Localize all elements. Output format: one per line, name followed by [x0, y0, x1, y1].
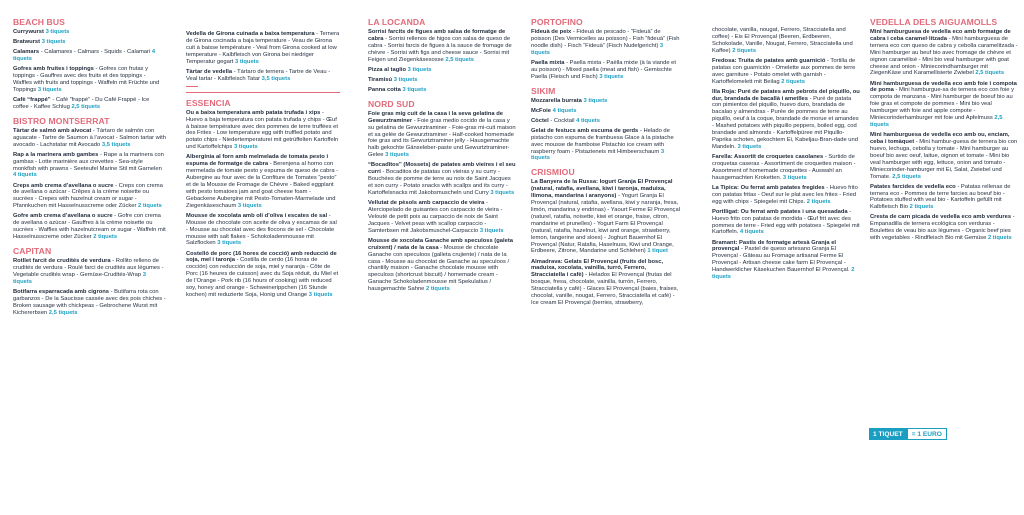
menu-column-1: [13, 17, 166, 501]
dish-name: Tàrtar de salmó amb alvocat: [13, 127, 92, 134]
ticket-price: 3 tiquets: [45, 29, 70, 35]
dish-name: Cafè “frappé”: [13, 97, 51, 103]
dish-description: - Gofre con crema de avellana o azúcar - Gauffres à la crème noisette ou sucrées - Waffles with hazelnutcream or sugar - Waffeln mit Hasselnusscreme oder Zücker: [13, 213, 166, 241]
dish-name: McFoie: [531, 107, 551, 114]
menu-item: [186, 213, 340, 248]
dish-name: La Tipica: Ou ferrat amb patates fregides: [712, 184, 825, 191]
ticket-price: 2 tiquets: [806, 198, 831, 205]
dish-description: - Rollito relleno de crudités de verdura - Roulé farci de crudités aux légumes - Vegetable crudités wrap - Gemüse-Crudités-Wrap: [13, 257, 164, 278]
ticket-price: 3 tiquets: [235, 58, 259, 65]
ticket-price: 3 tiquets: [308, 291, 333, 298]
ticket-price: 4 tiquets: [13, 49, 156, 63]
dish-name: Tàrtar de vedella: [186, 68, 233, 75]
dish-name: La Banyera de la Russa: Iogurt Granja El Provençal (natural, ratafia, avellana, kiwi i taronja, maduixa, llimona, mandarina i aranyons): [531, 179, 673, 200]
ticket-price: 3 tiquets: [782, 174, 807, 181]
legend-ticket: 1 TIQUET: [869, 428, 907, 440]
menu-item: [531, 98, 681, 105]
dish-name: Vellutat de pèsols amb carpaccio de vieira: [368, 200, 485, 207]
menu-item: [13, 29, 166, 36]
ticket-price: 2 tiquets: [138, 203, 162, 210]
dish-description: - Butifarra rota con garbanzos - De la Saucisse cassée avec des pois chiches - Broken sausage with chickpeas - Gebrochene Wurst mit Kichererbsen: [13, 288, 166, 316]
menu-item: [712, 27, 862, 55]
vendor-title: BEACH BUS: [13, 17, 65, 27]
vendor-title: NORD SUD: [368, 98, 415, 109]
dish-description: - Aterciopelado de guisantes con carpaccio de vieira - Velouté de petit pois au carpaccio de noix de Saint Jacques - Velvet peas with scallop carpaccio - Samterbsen mit Jakobsmuschel-Carpaccio: [368, 200, 503, 234]
dish-name: Mini hamburguesa de vedella eco amb formatge de cabra i ceba caramel·litzada: [870, 29, 1011, 42]
dish-description: - Berenjena al horno con mermelada de tomate pesto y espuma de queso de cabra - Aubergine au four avec de la Confiture de Tomates “pesto” et de la Mousse de Fromage de Chèvre - Baked eggplant with pesto tomatoes jam and goat cheese foam - Gebackene Aubergine mit Pesto-Tomaten-Marmelade und Ziegenkäseschaum: [186, 161, 339, 209]
vendor-section: [186, 31, 340, 87]
dish-description: - Cocktail: [548, 117, 575, 124]
dish-name: Farella: Assortit de croquetes casolanes: [712, 153, 824, 160]
vendor-section: [186, 92, 340, 299]
dish-name: Paella mixta: [531, 59, 565, 66]
menu-item: [712, 240, 862, 281]
legend-euro: = 1 EURO: [907, 428, 947, 440]
menu-item: [13, 39, 166, 46]
ticket-price: 2 tiquets: [909, 204, 934, 211]
ticket-price: 3 tiquets: [531, 148, 665, 162]
ticket-price: 3 tiquets: [41, 39, 66, 46]
ticket-price: 3 tiquets: [479, 227, 504, 234]
dish-name: “Bocadītos” (Mossets) de patates amb vieires i el seu curri: [368, 162, 516, 176]
ticket-price: 2 tiquets: [93, 234, 118, 241]
menu-item: [13, 152, 166, 180]
dish-name: Creps amb crema d’avellana o sucre: [13, 182, 114, 189]
vendor-section: [13, 17, 166, 111]
menu-item: [368, 162, 516, 197]
ticket-price: 2 tiquets: [712, 267, 855, 281]
dish-description: - Tortilla de patatas con guarnición - Omelette aux pommes de terre avec garniture - Potato omelet with garnish - Kartoffelomelett mit Beilag: [712, 57, 856, 85]
ticket-price: 4 tiquets: [552, 107, 577, 114]
dish-name: Rotllet farcit de crudités de verdura: [13, 257, 111, 264]
ticket-price: 3 tiquets: [402, 86, 427, 93]
ticket-price: 2 tiquets: [732, 47, 757, 54]
dish-name: Bramant: Pastís de formatge artesà Granja el provençal: [712, 239, 837, 253]
menu-item: [531, 259, 681, 307]
dish-description: - Mini hambur-guesa de ternera bio con huevo, lechuga, cebolla y tomate - Mini hamburger au boeuf bio avec oeuf, laitue, oignon et tomate - Mini bio veal hamburger with egg, lettuce, onion and tomato - Miniecorinder-hamburger mit Ei, Salat, Zwiebel und Tomate.: [870, 138, 1018, 180]
ticket-price: 2,5 tiquets: [48, 309, 78, 316]
dish-name: Patates farcides de vedella eco: [870, 183, 956, 190]
dish-description: - Fideuá de pescado - “Fideuà” de poisson (Des Vermicelles au poisson) - Fish “fideuà” (Fish noodle dish) - Fisch “Fideuà” (Fisch Nudelgericht): [531, 29, 680, 49]
dish-name: Fideuà de peix: [531, 29, 572, 35]
dish-name: Mini hamburguesa de vedella eco amb foie i compota de poma: [870, 80, 1017, 94]
dish-name: Bratwurst: [13, 39, 41, 46]
dish-name: Tiramisú: [368, 76, 393, 83]
dish-description: - Empanadilla de ternera ecológica con verduras - Boulettes de veau bio aux légumes - Organic beef pies with vegetables - Rindfleisch Bio mit Gemüse: [870, 214, 1015, 242]
dish-name: Currywurst: [13, 29, 44, 35]
menu-item: [531, 179, 681, 255]
ticket-price: 3,5 tiquets: [101, 141, 131, 148]
dish-name: Cresta de carn picada de vedella eco amb verdures: [870, 214, 1012, 221]
menu-item: [368, 111, 516, 159]
ticket-price: 3 tiquets: [583, 97, 608, 104]
ticket-price: 3 tiquets: [407, 66, 432, 73]
ticket-legend: [869, 428, 947, 440]
dish-name: Vedella de Girona cuinada a baixa temperatura: [186, 31, 315, 37]
dish-description: - Mousse de chocolate Ganache con speculoos (galleta crujiente) / nata de la casa - Mousse au chocolat de Ganache au speculoos / chantilly maison - Ganache chocolate mousse with speculoss (shortcrust biscuit) / homemade cream - Ganache Schokoladenmousse mit Spekulatius / hausgemachte Sahne: [368, 244, 510, 293]
dish-description: - Tártaro de ternera - Tartre de Veau - Veal tartar - Kalbfleisch Tatar: [186, 68, 331, 82]
menu-item: [13, 213, 166, 241]
dish-name: Còctel: [531, 117, 549, 124]
dish-name: Gelat de festucs amb escuma de gerds: [531, 127, 639, 134]
ticket-price: 2 tiquets: [426, 286, 450, 293]
menu-item: [368, 238, 516, 293]
menu-item: [531, 108, 681, 115]
dish-description: - Huevo frito con patatas fritas - Oeuf sur le plat avec les frites - Fried egg with chips - Spiegelei mit Chips.: [712, 184, 858, 205]
ticket-price: 4 tiquets: [13, 172, 37, 179]
menu-item: [870, 81, 1018, 129]
dish-description: - Costilla de cerdo (16 horas de cocción) con reducción de soja, miel y naranja - Côte de Porc (16 heures de cuisson) avec du Soja réduit, du Miel et de l’Orange - Pork rib (16 hours of cooking) with reduced soy, honey and orange - Schweinerippchen (16 Stunde kochen) mit reduzierte Soja, Honig und Orange: [186, 257, 339, 298]
ticket-price: 4 tiquets: [576, 117, 600, 124]
ticket-price: 3 tiquets: [490, 189, 515, 196]
dish-name: Albergínia al forn amb melmelada de tomata pesto i espuma de formatge de cabra: [186, 154, 329, 168]
ticket-price: 2,5 tiquets: [975, 70, 1005, 77]
ticket-price: 3 tiquets: [237, 202, 262, 209]
menu-item: [186, 154, 340, 209]
dish-description: - Huevo frito con patatas de mordida - Œuf frit avec des pommes de terre - Fried egg with potatoes - Spiegelei mit Kartoffeln.: [712, 208, 860, 236]
dish-name: Mousse de xocolata Ganache amb speculoss (galeta cruixent) / nata de la casa: [368, 237, 513, 251]
vendor-title: BISTRO MONTSERRAT: [13, 115, 110, 126]
ticket-price: 3 tiquets: [13, 271, 146, 285]
vendor-section: [368, 17, 516, 94]
vendor-title: CRISMIOU: [531, 167, 575, 178]
dish-description: - Foie gras medio cocido de la casa y su gelatina de Gewurztraminer - Foie-gras mi-cuit maison et sa gelée de Gewurztraminer - Half-cooked homemade foie gras and its Gewurtztraminer jelly - Hausgemachte halb gekochte Gänseleber-paste und Gewurtztraminer-Gelee: [368, 117, 516, 159]
dish-name: Calamars: [13, 49, 40, 56]
dish-name: Costelló de porc (16 hores de cocció) amb reducció de soja, mel i taronja: [186, 250, 337, 264]
dish-name: Portlligat: Ou ferrat amb patates i una quesadada: [712, 208, 848, 215]
dish-name: Mozzarella burrata: [531, 97, 582, 104]
dish-description: - Creps con crema de avellana o azúcar - Crêpes à la crème noisette ou sucrées - Crepes with hazelnut cream or sugar - Pfannkuchen mit Hasselnusscreme oder Zücker: [13, 182, 163, 210]
vendor-section: [13, 116, 166, 241]
dish-name: Mousse de xocolata amb oli d’oliva i escates de sal: [186, 212, 328, 219]
menu-item: [531, 60, 681, 81]
menu-item: [186, 251, 340, 299]
ticket-price: 3 tiquets: [737, 143, 762, 150]
ticket-price: 3 tiquets: [37, 86, 62, 93]
vendor-title: CAPITAN: [13, 245, 52, 256]
vendor-title: ESSENCIA: [186, 97, 231, 108]
dish-description: - Helado de pistacho con espuma de frambuesa Glace à la pistache avec mousse de framboise Pistachio ice cream with raspberry foam - Pistazieneis mit Himbeerschaum: [531, 127, 674, 155]
dish-description: chocolate, vanilla, nougat, Ferrero, Stracciatella and coffee) - Eis El Provençal (Beeren, Erdbeeren, Schokolade, Vanille, Nougat, Ferrero, Stracciatella und Kaffee): [712, 27, 853, 54]
menu-item: [186, 110, 340, 151]
ticket-price: 2,5 tiquets: [71, 103, 101, 110]
dish-description: - Mini hamburgue-sa de ternera eco con foie y compota de manzana - Mini hamburger de boeuf bio au foie gras et compote de pommes - Mini bio veal hamburger with foie and apple compote - Miniecorinderhamburger mit foie und Apfelmuss: [870, 87, 1015, 122]
dish-description: - Pastel de queso artesano Granja El Provençal - Gâteau au Fromage artisanal Ferme El Provençal - Artisan cheese cake farm El Provençal - Handwerklicher Käsekuchen Bauernhof El Provençal.: [712, 246, 850, 274]
menu-item: [13, 128, 166, 149]
dish-description: - Sorrisi rellenos de higos con salsa de queso de cabra - Sorrisi farcis de figues à la sauce de fromage de chèvre - Sorrisi with figs and cheese sauce - Sorrisi mit Feigen und Ziegenkäsesosse: [368, 35, 512, 63]
dish-name: Rap a la marinera amb gambes: [13, 151, 99, 158]
menu-column-4: [531, 17, 681, 501]
ticket-price: 2,5 tiquets: [870, 115, 1003, 128]
menu-item: [13, 97, 166, 111]
vendor-section: [531, 86, 681, 163]
menu-column-2: [186, 31, 340, 515]
dish-description: - Helados El Provençal (frutas del bosque, fresa, chocolate, vainilla, turrón, Ferrero, Stracciatella y café) - Glaces El Provençal (baies, fraises, chocolat, vanille, nougat, Ferrero, Stracciatella et café) - Ice cream El Provençal (berries, strawberry,: [531, 272, 679, 306]
dish-name: Mini hamburguesa de vedella eco amb ou, enciam, ceba i tomàquet: [870, 132, 1010, 145]
menu-item: [870, 132, 1018, 180]
dish-name: Fredosa: Truita de patates amb guarnició: [712, 57, 826, 64]
dish-description: - Tártaro de salmón con aguacate - Tartre de Saumon à l’avocat - Salmon tartar with avocado - Lachstatar mit Avocado: [13, 127, 166, 148]
menu-item: [368, 87, 516, 94]
menu-item: [870, 214, 1018, 242]
ticket-price: 3 tiquets: [385, 152, 409, 159]
menu-item: [531, 29, 681, 57]
dish-description: - Surtido de croquetas caseras - Assortiment de croquettes maison - Assortment of homemade croquettes - Auswahl an hausgemachten Kroketten.: [712, 153, 856, 181]
ticket-price: 2,5 tiquets: [892, 173, 921, 180]
dish-name: Ou a baixa temperatura amb patata trufada i xips: [186, 109, 321, 116]
dish-description: - Mousse de chocolate con aceite de oliva y escamas de sal - Mousse au chocolat avec des flocons de sel - Chocolate mousse with salt flakes - Schokoladenmousse mit Salzflocken: [186, 212, 337, 247]
menu-item: [13, 49, 166, 63]
menu-item: [870, 29, 1018, 77]
menu-item: [368, 67, 516, 74]
dish-name: Almadrava: Gelats El Provençal (fruits del bosc, maduixa, xocolata, vainilla, turró, Ferrero, Stracciatella i cafè): [531, 258, 664, 279]
dish-name: Illa Roja: Puré de patates amb pebrots del piquillo, ou dur, brandada de bacallà i ametlles: [712, 88, 860, 102]
dish-name: Sorrisi farcits de figues amb salsa de formatge de cabra: [368, 29, 506, 42]
dish-name: Gofres amb fruites i toppings: [13, 66, 94, 73]
dish-name: Gofre amb crema d’avellana o sucre: [13, 213, 113, 220]
ticket-price: 3 tiquets: [599, 73, 624, 80]
vendor-title: VEDELLA DELS AIGUAMOLLS: [870, 17, 998, 27]
dish-description: - Calamares - Calmars - Squids - Calamari: [39, 49, 151, 56]
menu-item: [368, 29, 516, 64]
ticket-price: 3 tiquets: [233, 144, 258, 151]
ticket-price: 3 tiquets: [393, 76, 418, 83]
dish-description: - Bocaditos de patatas con vieiras y su curry - Bouchées de pomme de terre au noix de Saint Jacques et son curry - Potato snacks with scallps and its curry - Kartoffelsnacks mit Jakobsmuscheln und Curry: [368, 169, 511, 196]
menu-item: [712, 89, 862, 151]
dish-name: Botifarra esparracada amb cigrons: [13, 288, 110, 295]
vendor-section: [368, 99, 516, 293]
ticket-price: 1 tiquet: [647, 248, 668, 255]
menu-item: [186, 69, 340, 83]
dish-description: - Huevo a baja temperatura con patata trufada y chips - Œuf à baisse température avec des pommes de terre truffées et des Frites - Low temperature egg with truffled potato and potato chips - Niedertemperaturei mit getrüffelten Kartoffeln und Kartoffelchips: [186, 109, 339, 151]
menu-column-3: [368, 17, 516, 501]
dish-description: - Gofres con frutas y toppings - Gauffres avec des fruits et des toppings - Waffles with fruits and toppings - Waffeln mit Früchte und Toppings: [13, 66, 160, 93]
menu-item: [712, 154, 862, 182]
dish-description: - Patatas rellenas de ternera eco - Pommes de terre farcies au boeuf bio - Potatoes stuffed with veal bio - Kartoffeln gefüllt mit Kalbfleisch Bio: [870, 183, 1011, 211]
menu-item: [13, 289, 166, 317]
section-divider: [186, 86, 198, 87]
dish-description: - Puré de patata con pimientos del piquillo, huevo duro, brandada de bacalao y almendras - Purée de pommes de terre au piquillo, oeuf à la coque, brandade de morue et amandes - Mashed potatoes with piquillo peppers, boiled egg, cod brandade and almonds - Kartoffelpüree mit Piquillo-Paprika schoten, gekochtem Ei, Kabeljau-Bran-dade und Mandeln.: [712, 95, 859, 150]
menu-item: [870, 184, 1018, 212]
menu-item: [13, 183, 166, 211]
dish-description: - Paella mixta - Paëlla mixte (à la viande et au poisson) - Mixed paella (meat and fish) - Gemischte Paella (Fleisch und Fisch): [531, 59, 676, 80]
vendor-section: [531, 17, 681, 81]
ticket-price: 3 tiquets: [217, 240, 242, 247]
dish-description: - Ternera de Girona cocinada a baja temperature - Veau de Girona cuit à baisse température - Veal from Girona cooked at low temperature - Kalbfleisch von Girona bei niedriger Temperatur gegart: [186, 31, 340, 65]
dish-name: Pizza al taglio: [368, 66, 407, 73]
ticket-price: 3 tiquets: [531, 42, 664, 56]
dish-description: - Yogurt Granja El Provençal (natural, ratafia, avellana, kiwi y naranja, fresa, limón, mandarina y endrinas) - Yaourt Ferme El Provençal (naturel, ratafia, noisette, kiwi et orange, fraise, citron, mandarine et prunelles) - Yogurt Farm El Provençal (natural, ratafia, hazelnut, kiwi and orange, strawberry, lemon, tangerine and sloes) - Joghurt Bauernhof El Provençal (Natur, Ratafia, Haselnuss, Kiwi und Orange, Erdbeere, Zitrone, Mandarine und Schlehen): [531, 193, 680, 255]
menu-item: [368, 77, 516, 84]
menu-item: [186, 31, 340, 66]
menu-item: [13, 258, 166, 286]
dish-description: - Café “frappé” - Du Café Frappé - Ice coffee - Kaffee Schlug: [13, 97, 150, 110]
dish-name: Panna cotta: [368, 86, 401, 93]
vendor-title: LA LOCANDA: [368, 17, 426, 27]
vendor-section: [13, 246, 166, 316]
menu-item: [531, 118, 681, 125]
dish-name: Foie gras mig cuit de la casa i la seva gelatina de Gewurztraminer: [368, 110, 503, 124]
ticket-price: 2 tiquets: [987, 235, 1012, 242]
menu-item: [531, 128, 681, 163]
vendor-title: PORTOFINO: [531, 17, 583, 27]
ticket-price: 4 tiquets: [739, 229, 764, 236]
menu-item: [368, 200, 516, 235]
vendor-section: [531, 167, 681, 307]
menu-item: [712, 58, 862, 86]
menu-item: [13, 66, 166, 94]
menu-column-5: [712, 27, 862, 511]
menu-item: [712, 209, 862, 237]
vendor-section: [870, 17, 1018, 242]
menu-item: [712, 185, 862, 206]
ticket-price: 2,5 tiquets: [445, 56, 475, 63]
dish-description: - Rape a la marinera con gambas - Lotte marinière aux crevettes - Sea-style monkfish with prawns - Seeteufel Marine Stil mit Garnelen: [13, 151, 164, 172]
ticket-price: 3,5 tiquets: [261, 75, 291, 82]
ticket-price: 2 tiquets: [781, 78, 806, 85]
vendor-title: SIKIM: [531, 85, 556, 96]
vendor-section: [712, 27, 862, 281]
dish-description: - Mini hamburguesa de ternera eco con queso de cabra y cebolla caramelitzada - Mini hamburger au beuf bio avec fromage de chèvre et oignon caramélisé - Mini bio veal hamburger with goat cheese and onion - Miniecorindhamburger mit ZiegenKäse und Karamellisierte Zwiebel: [870, 35, 1018, 77]
